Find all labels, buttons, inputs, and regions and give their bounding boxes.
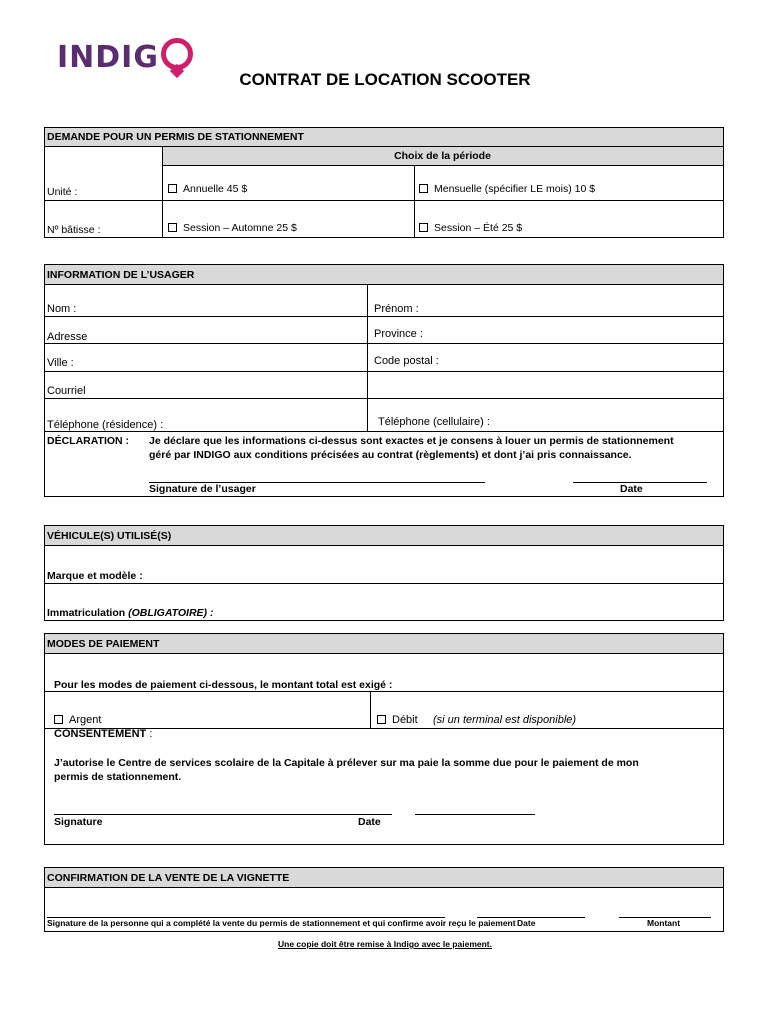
option-automne[interactable]: Session – Automne 25 $ [168,222,297,234]
nom-label: Nom : [47,303,77,315]
tel-cellulaire-label: Téléphone (cellulaire) : [378,416,490,428]
immat-label: Immatriculation [47,607,126,619]
checkbox[interactable] [168,184,177,193]
unit-label: Unité : [47,186,78,198]
payment-signature-line[interactable] [54,813,392,815]
user-header: INFORMATION DE L’USAGER [45,265,723,285]
confirm-date-label: Date [517,918,536,928]
courriel-label: Courriel [47,385,86,397]
option-annuelle[interactable]: Annuelle 45 $ [168,183,247,195]
debit-note: (si un terminal est disponible) [433,714,577,726]
immat-row [47,607,213,619]
checkbox[interactable] [419,184,428,193]
confirm-montant-label: Montant [647,918,681,928]
batisse-label: Nº bâtisse : [47,224,101,236]
user-section [44,264,724,497]
checkbox[interactable] [419,223,428,232]
permit-header: DEMANDE POUR UN PERMIS DE STATIONNEMENT [45,128,723,147]
option-ete[interactable]: Session – Été 25 $ [419,222,522,234]
checkbox[interactable] [54,715,63,724]
confirm-signature-label: Signature de la personne qui a complété la vente du permis de stationnement et qui confirme avoir reçu le paiement [47,918,516,928]
copy-note: Une copie doit être remise à Indigo avec le paiement. [278,939,492,949]
payment-header: MODES DE PAIEMENT [45,634,723,654]
option-mensuelle[interactable]: Mensuelle (spécifier LE mois) 10 $ [419,183,595,195]
period-header: Choix de la période [162,147,723,166]
adresse-label: Adresse [47,331,88,343]
user-signature-label: Signature de l’usager [149,483,256,495]
payment-intro: Pour les modes de paiement ci-dessous, le montant total est exigé : [54,679,393,691]
declaration-line-1: Je déclare que les informations ci-dessus sont exactes et je consens à louer un permis de stationnement [149,435,674,447]
province-label: Province : [374,328,423,340]
payment-signature-label: Signature [54,816,103,828]
code-postal-label: Code postal : [374,355,439,367]
confirmation-section [44,867,724,932]
payment-date-line[interactable] [415,813,535,815]
tel-residence-label: Téléphone (résidence) : [47,419,164,431]
page-title: CONTRAT DE LOCATION SCOOTER [239,70,531,89]
consent-line-2: permis de stationnement. [54,771,182,783]
consent-row: CONSENTEMENT : [54,728,153,740]
logo-pin-icon [161,38,193,70]
checkbox[interactable] [168,223,177,232]
prenom-label: Prénom : [374,303,419,315]
payment-section [44,633,724,845]
vehicle-header: VÉHICULE(S) UTILISÉ(S) [45,526,723,546]
user-date-label: Date [620,483,643,495]
confirmation-header: CONFIRMATION DE LA VENTE DE LA VIGNETTE [45,868,723,888]
vehicle-section [44,525,724,621]
checkbox[interactable] [377,715,386,724]
immat-note: (OBLIGATOIRE) : [128,607,214,619]
indigo-logo [57,38,193,75]
marque-label: Marque et modèle : [47,570,143,582]
permit-section [44,127,724,238]
consent-label: CONSENTEMENT [54,728,147,740]
logo-text: INDIG [57,40,159,75]
declaration-line-2: géré par INDIGO aux conditions précisées au contrat (règlements) et dont j’ai pris connaissance. [149,449,632,461]
payment-date-label: Date [358,816,381,828]
consent-line-1: J’autorise le Centre de services scolaire de la Capitale à prélever sur ma paie la somme due pour le paiement de mon [54,757,639,769]
option-debit[interactable]: Débit [377,714,418,726]
option-argent[interactable]: Argent [54,714,101,726]
ville-label: Ville : [47,357,74,369]
declaration-label: DÉCLARATION : [47,435,130,447]
